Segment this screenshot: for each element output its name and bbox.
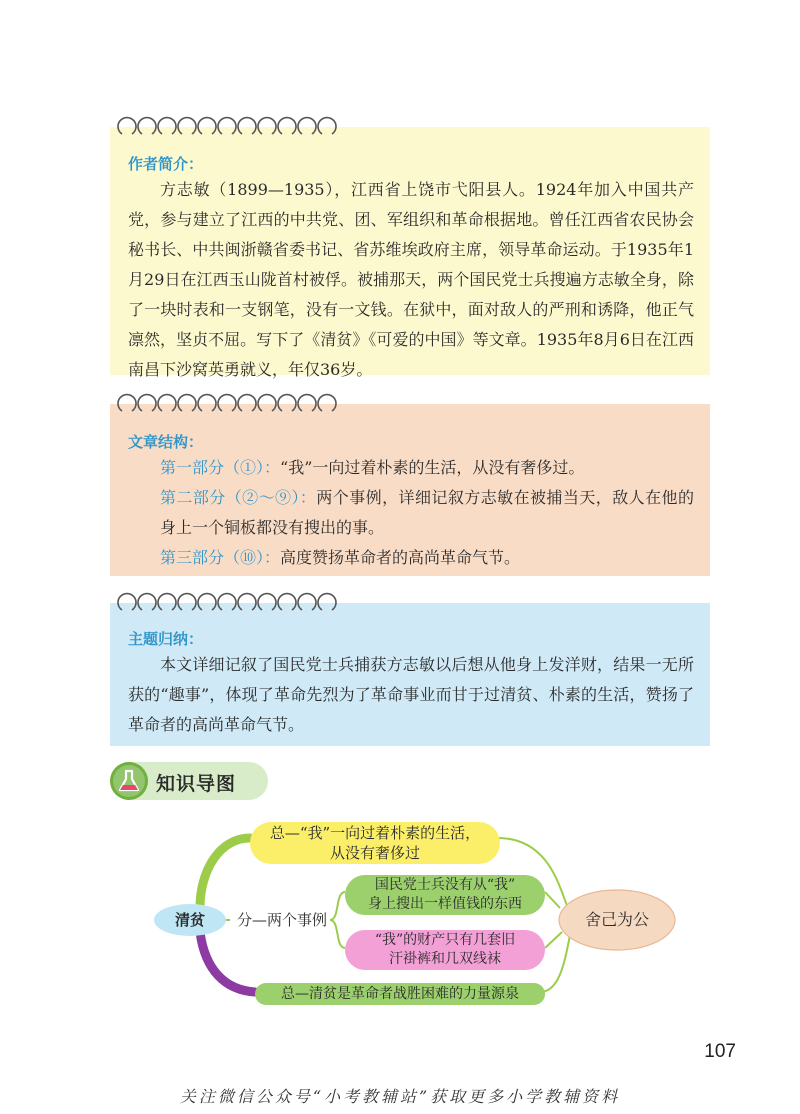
- part-label: 第三部分（⑩）：: [160, 548, 281, 567]
- mind-map: [130, 820, 700, 1020]
- example-2-line-1: “我”的财产只有几套旧: [374, 932, 516, 948]
- spiral-binding-icon: [114, 393, 338, 415]
- section-title: 知识导图: [156, 773, 237, 795]
- part-label: 第一部分（①）：: [160, 458, 281, 477]
- part-text: 两个事例，详细记叙方志敏在被捕当天，敌人在他的身上一个铜板都没有搜出的事。: [160, 488, 694, 537]
- flask-icon: [110, 762, 148, 800]
- structure-heading: 文章结构：: [128, 433, 204, 451]
- spiral-binding-icon: [114, 592, 338, 614]
- author-intro-card: [110, 127, 710, 379]
- page-number: 107: [704, 1041, 736, 1062]
- author-heading: 作者简介：: [128, 155, 204, 173]
- mind-map-top-node: [250, 823, 500, 863]
- part-text: 高度赞扬革命者的高尚革命气节。: [280, 548, 521, 567]
- footer-note: 关注微信公众号“小考教辅站”获取更多小学教辅资料: [179, 1087, 621, 1106]
- knowledge-map-banner: [110, 762, 268, 800]
- top-node-line-2: 从没有奢侈过: [329, 844, 420, 862]
- mind-map-example-2: [345, 931, 545, 969]
- mind-map-conclusion: 舍己为公: [584, 910, 649, 929]
- example-1-line-2: 身上搜出一样值钱的东西: [368, 896, 522, 912]
- theme-summary-card: [110, 603, 710, 746]
- example-2-line-2: 汗褂裤和几双线袜: [389, 951, 501, 967]
- example-1-line-1: 国民党士兵没有从“我”: [374, 877, 516, 893]
- author-text: 方志敏（1899—1935），江西省上饶市弋阳县人。1924年加入中国共产党，参与建立了江西的中共党、团、军组织和革命根据地。曾任江西省农民协会秘书长、中共闽浙赣省委书记、省苏维埃政府主席，领导革命运动。于1935年1月29日在江西玉山陇首村被俘。被捕那天，两个国民党士兵搜遍方志敏全身，除了一块时表和一支钢笔，没有一文钱。在狱中，面对敌人的严刑和诱降，他正气凛然，坚贞不屈。写下了《清贫》《可爱的中国》等文章。1935年8月6日在江西南昌下沙窝英勇就义，年仅36岁。: [128, 180, 694, 379]
- mind-map-example-1: [345, 876, 545, 914]
- mind-map-center: 清贫: [174, 911, 205, 929]
- structure-part-1: [128, 453, 694, 483]
- mind-map-bottom-node: 总—清贫是革命者战胜困难的力量源泉: [281, 986, 519, 1002]
- mind-map-middle-node: 分—两个事例: [236, 911, 327, 929]
- spiral-binding-icon: [114, 116, 338, 138]
- theme-heading: 主题归纳：: [128, 630, 204, 648]
- structure-card: [110, 404, 710, 576]
- structure-part-3: [128, 543, 694, 573]
- top-node-line-1: 总—“我”一向过着朴素的生活，: [269, 824, 481, 842]
- part-label: 第二部分（②～⑨）：: [160, 488, 317, 507]
- structure-part-2: [128, 483, 694, 543]
- structure-list: [128, 453, 694, 573]
- theme-text: 本文详细记叙了国民党士兵捕获方志敏以后想从他身上发洋财，结果一无所获的“趣事”，体现了革命先烈为了革命事业而甘于过清贫、朴素的生活，赞扬了革命者的高尚革命气节。: [128, 655, 694, 734]
- part-text: “我”一向过着朴素的生活，从没有奢侈过。: [280, 458, 585, 477]
